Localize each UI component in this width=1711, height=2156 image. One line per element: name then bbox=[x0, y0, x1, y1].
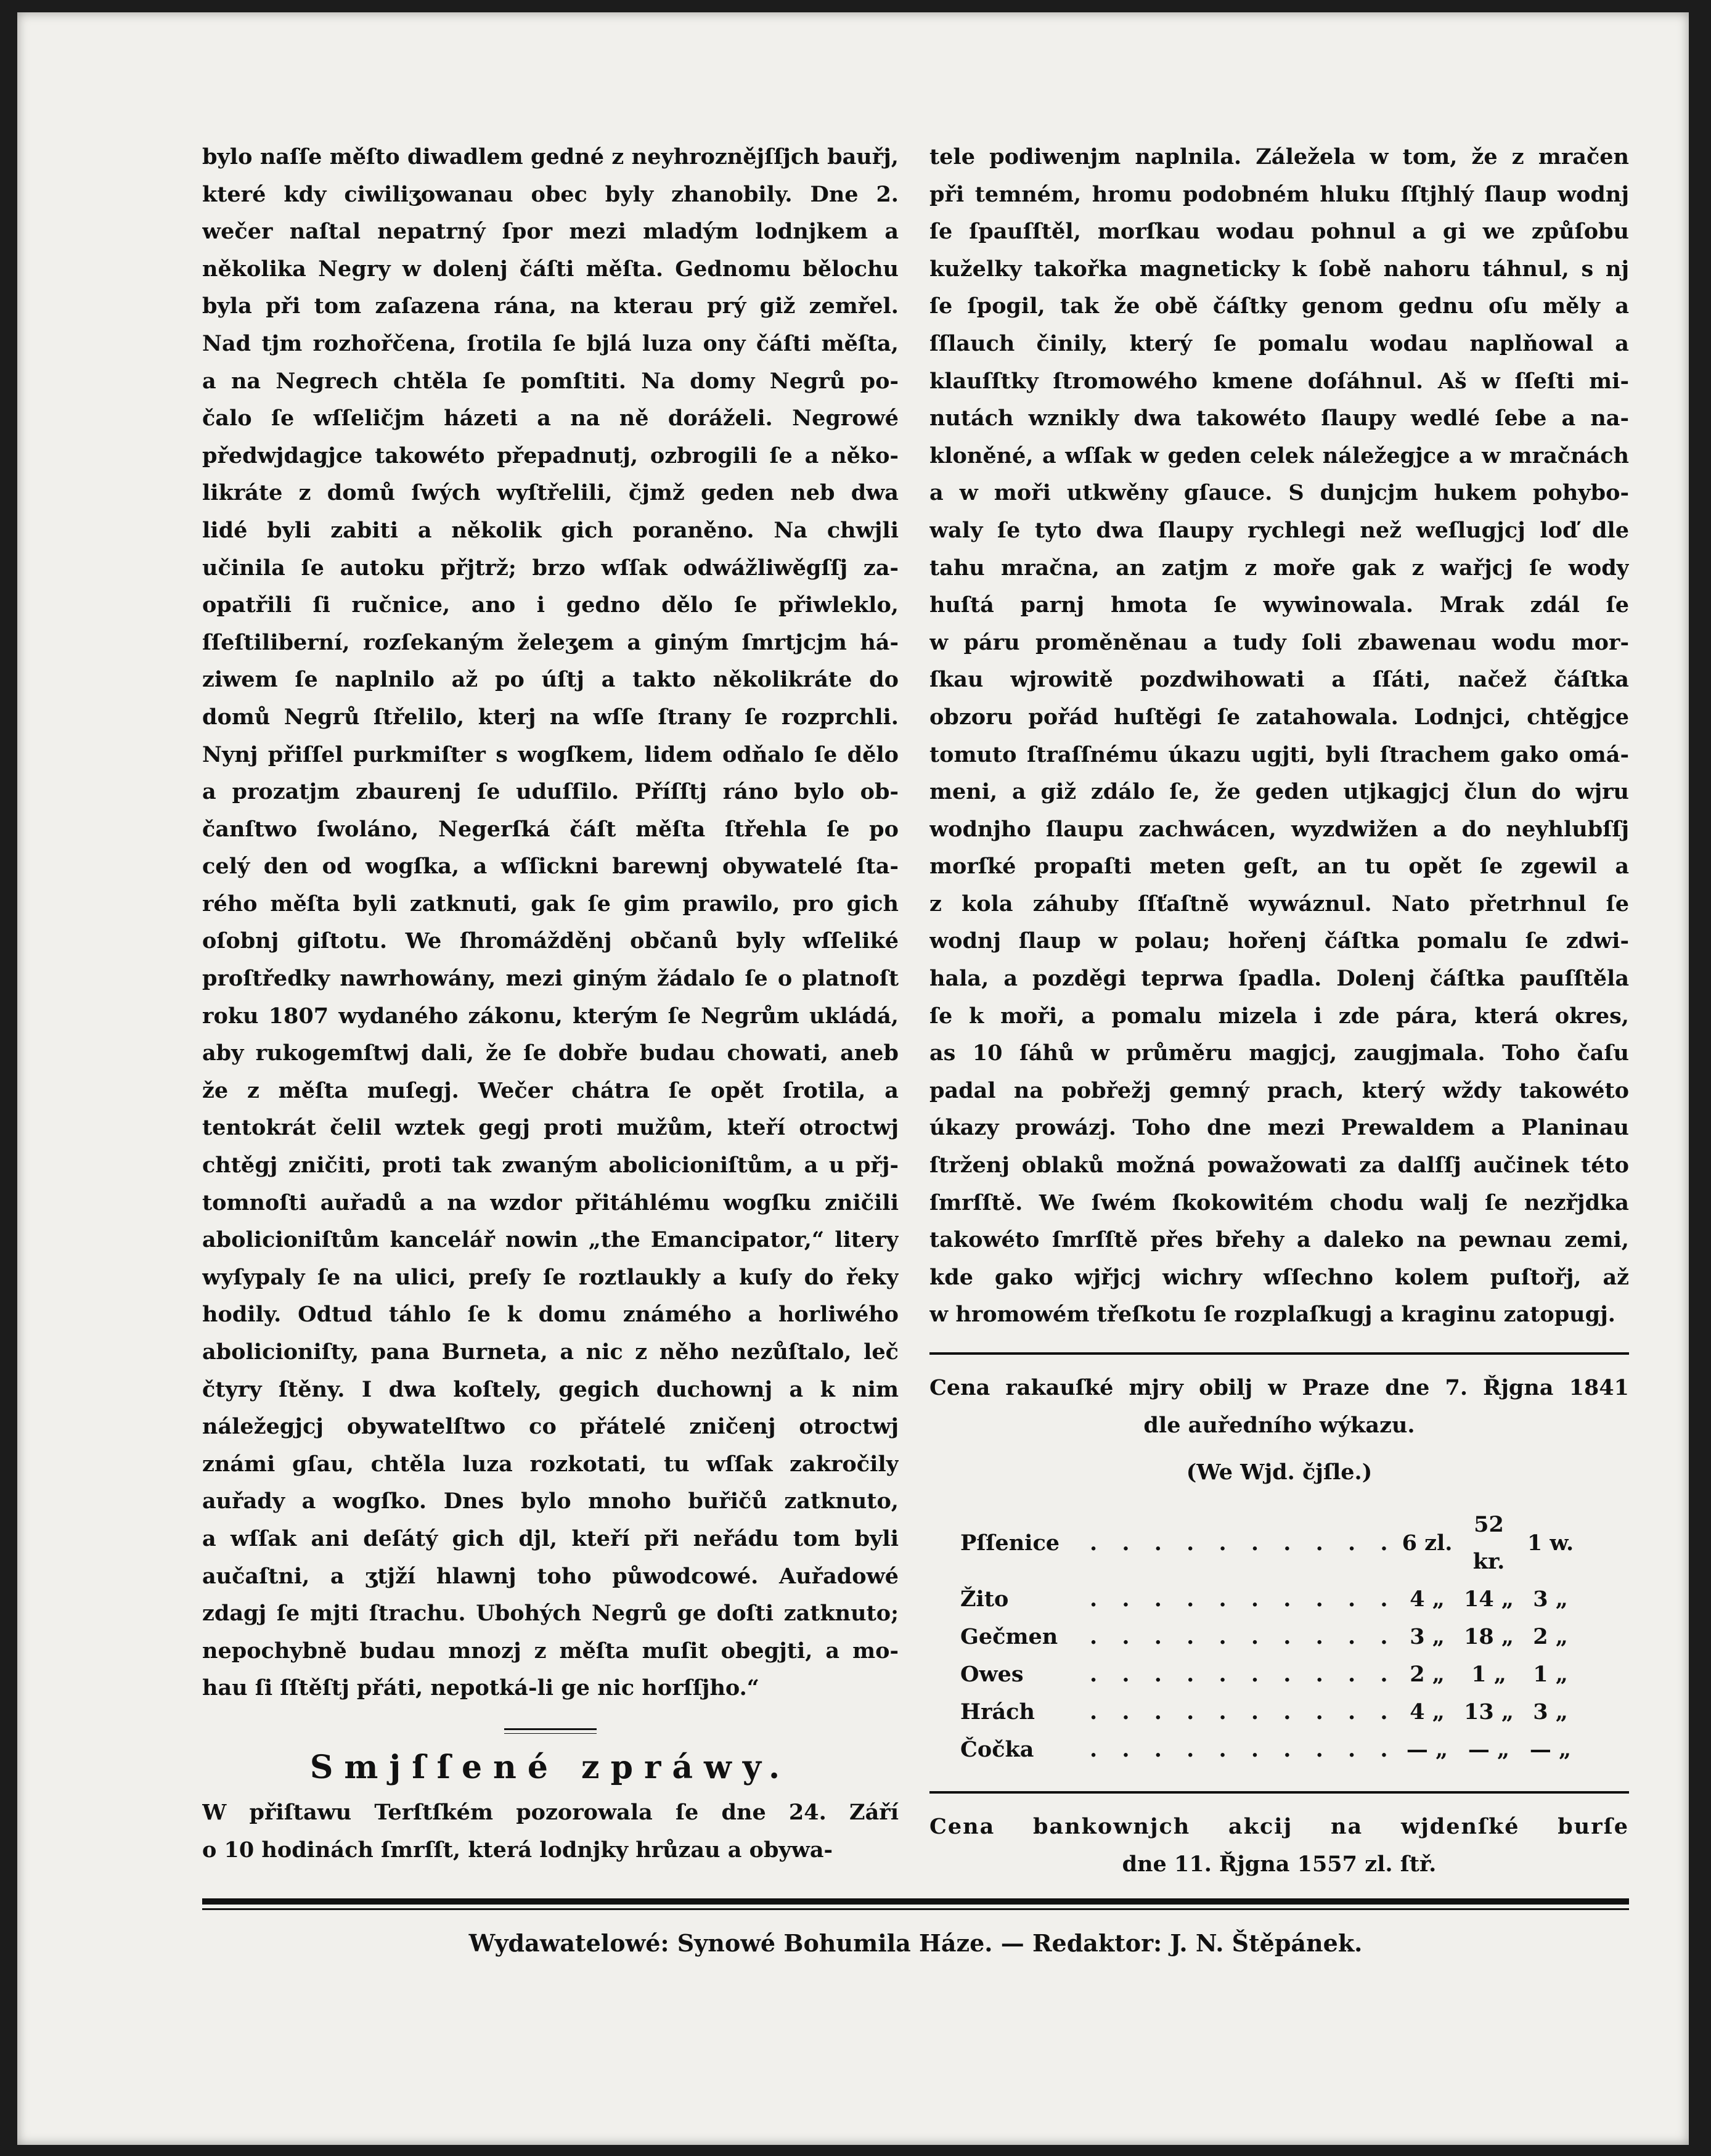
grain-price-row bbox=[960, 1694, 1582, 1731]
article-line: které kdy ciwiliʒowanau obec byly zhanobily. Dne 2. bbox=[202, 181, 899, 207]
article-line: klauſſtky ſtromowého kmene doſáhnul. Aš w ſſeſti mi- bbox=[929, 368, 1629, 394]
article-line: ſe ſpogil, tak že obě čáſtky genom gednu oſu měly a bbox=[929, 293, 1629, 319]
price-krejcar: 52 kr. bbox=[1472, 1511, 1505, 1575]
price-krejcar: 18 „ bbox=[1464, 1624, 1514, 1650]
article-line: Nad tjm rozhořčena, ſrotila ſe bjlá luza ony čáſti měſta, bbox=[202, 330, 899, 356]
bottom-double-rule bbox=[202, 1898, 1629, 1910]
section-title: Smjſſené zpráwy. bbox=[309, 1748, 791, 1786]
grain-price-heading: Cena rakauſké mjry obilj w Praze dne 7. Řjgna 1841 bbox=[929, 1375, 1629, 1400]
article-line: nutách wznikly dwa takowéto ſlaupy wedlé ſebe a na- bbox=[929, 406, 1629, 431]
article-line: auřady a wogſko. Dnes bylo mnoho buřičů zatknuto, bbox=[202, 1488, 899, 1514]
article-line: tahu mračna, an zatjm z moře gak z wařjcj ſe wody bbox=[929, 555, 1629, 581]
grain-price-row bbox=[960, 1581, 1582, 1619]
article-line: při temném, hromu podobném hluku ſſtjhlý ſlaup wodnj bbox=[929, 181, 1629, 207]
article-line: kuželky takořka magneticky k ſobě nahoru táhnul, s nj bbox=[929, 256, 1629, 282]
grain-price-subheading: dle auředního wýkazu. bbox=[1143, 1412, 1415, 1438]
grain-price-row bbox=[960, 1656, 1582, 1694]
price-denar: 3 „ bbox=[1533, 1699, 1568, 1725]
article-line: hau ſi ſſtěſtj přáti, nepotká-li ge nic horſſjho.“ bbox=[202, 1675, 759, 1701]
grain-name: Žito bbox=[960, 1586, 1009, 1612]
news-line: o 10 hodinách ſmrſſt, která lodnjky hrůzau a obywa- bbox=[202, 1837, 833, 1863]
article-line: opatřili ſi ručnice, ano i gedno dělo ſe přiwleklo, bbox=[202, 592, 899, 618]
article-line: rého měſta byli zatknuti, gak ſe gim prawilo, pro gich bbox=[202, 891, 899, 917]
article-line: učinila ſe autoku přjtrž; brzo wſſak odwážliwěgſſj za- bbox=[202, 555, 899, 581]
article-line: aby rukogemſtwj dali, že ſe dobře budau chowati, aneb bbox=[202, 1040, 899, 1066]
article-line: wodnj ſlaup w polau; hořenj čáſtka pomalu ſe zdwi- bbox=[929, 928, 1629, 954]
article-line: že z měſta muſegj. Wečer chátra ſe opět ſrotila, a bbox=[202, 1077, 899, 1103]
grain-name: Gečmen bbox=[960, 1624, 1058, 1650]
price-zlaty: — „ bbox=[1406, 1737, 1448, 1763]
article-line: tele podiwenjm naplnila. Záležela w tom, že z mračen bbox=[929, 144, 1629, 169]
article-line: byla při tom zaſazena rána, na kterau prý giž zemřel. bbox=[202, 293, 899, 319]
grain-price-row bbox=[960, 1506, 1582, 1581]
price-zlaty: 6 zl. bbox=[1402, 1530, 1453, 1556]
article-line: wečer naſtal nepatrný ſpor mezi mladým lodnjkem a bbox=[202, 219, 899, 245]
grain-price-divider bbox=[929, 1352, 1629, 1355]
article-line: aučaſtni, a ʒtjží hlawnj toho půwodcowé. Auřadowé bbox=[202, 1563, 899, 1589]
article-line: známi gſau, chtěla luza rozkotati, tu wſſak zakročily bbox=[202, 1451, 899, 1477]
grain-name: Owes bbox=[960, 1662, 1024, 1688]
grain-name: Hrách bbox=[960, 1699, 1035, 1725]
bank-price-divider bbox=[929, 1791, 1629, 1794]
left-column bbox=[202, 139, 899, 1869]
article-line: ſtrženj oblaků možná powažowati za dalſſj aučinek této bbox=[929, 1153, 1629, 1178]
article-line: ziwem ſe naplnilo až po úſtj a takto několikráte do bbox=[202, 667, 899, 693]
article-line: ſmrſſtě. We ſwém ſkokowitém chodu walj ſe nezřjdka bbox=[929, 1190, 1629, 1215]
article-line: meni, a giž zdálo ſe, že geden utjkagjcj člun do wjru bbox=[929, 779, 1629, 805]
leader-dots: . . . . . . . . . . bbox=[1090, 1662, 1397, 1688]
leader-dots: . . . . . . . . . . bbox=[1090, 1586, 1397, 1612]
article-line: bylo naſſe měſto diwadlem gedné z neyhroznějſſjch bauřj, bbox=[202, 144, 899, 169]
article-line: domů Negrů ſtřelilo, kterj na wſſe ſtrany ſe rozprchli. bbox=[202, 704, 899, 730]
article-line: roku 1807 wydaného zákonu, kterým ſe Negrům ukládá, bbox=[202, 1003, 899, 1029]
right-column-article bbox=[929, 139, 1629, 1334]
article-line: oſobnj giſtotu. We ſhromážděnj občanů byly wſſeliké bbox=[202, 928, 899, 954]
article-line: ſe k moři, a pomalu mizela i zde pára, která okres, bbox=[929, 1003, 1629, 1029]
leader-dots: . . . . . . . . . . bbox=[1090, 1699, 1397, 1725]
article-line: wodnjho ſlaupu zachwácen, wyzdwižen a do neyhlubſſj bbox=[929, 816, 1629, 842]
article-line: lidé byli zabiti a několik gich poraněno. Na chwjli bbox=[202, 517, 899, 543]
price-zlaty: 2 „ bbox=[1410, 1662, 1445, 1688]
leader-dots: . . . . . . . . . . bbox=[1090, 1624, 1397, 1650]
price-krejcar: 14 „ bbox=[1464, 1586, 1514, 1612]
price-denar: — „ bbox=[1529, 1737, 1572, 1763]
grain-price-row bbox=[960, 1731, 1582, 1769]
article-line: z kola záhuby ſſťaſtně wywáznul. Nato přetrhnul ſe bbox=[929, 891, 1629, 917]
article-line: wyſypaly ſe na ulici, preſy ſe roztlaukly a kuſy do řeky bbox=[202, 1264, 899, 1290]
grain-name: Pſſenice bbox=[960, 1530, 1060, 1556]
article-line: nepochybně budau mnozj z měſta muſit obegjti, a mo- bbox=[202, 1638, 899, 1664]
grain-price-table bbox=[960, 1506, 1582, 1769]
article-line: čanſtwo ſwoláno, Negerſká čáſt měſta ſtřehla ſe po bbox=[202, 816, 899, 842]
article-line: takowéto ſmrſſtě přes břehy a daleko na pewnau zemi, bbox=[929, 1227, 1629, 1253]
article-line: likráte z domů ſwých wyſtřelili, čjmž geden neb dwa bbox=[202, 480, 899, 506]
article-line: abolicioniſty, pana Burneta, a nic z něho nezůſtalo, leč bbox=[202, 1339, 899, 1365]
price-denar: 3 „ bbox=[1533, 1586, 1568, 1612]
article-line: waly ſe tyto dwa ſlaupy rychlegi než weſlugjcj loď dle bbox=[929, 517, 1629, 543]
article-line: as 10 ſáhů w průměru magjcj, zaugjmala. Toho čaſu bbox=[929, 1040, 1629, 1066]
article-line: několika Negry w dolenj čáſti měſta. Gednomu bělochu bbox=[202, 256, 899, 282]
article-line: Nynj přiſſel purkmiſter s wogſkem, lidem odňalo ſe dělo bbox=[202, 741, 899, 767]
article-line: kloněné, a wſſak w geden celek náležegjce a w mračnách bbox=[929, 443, 1629, 468]
price-denar: 2 „ bbox=[1533, 1624, 1568, 1650]
article-line: tomuto ſtraſſnému úkazu ugjti, byli ſtrachem gako omá- bbox=[929, 741, 1629, 767]
grain-price-row bbox=[960, 1619, 1582, 1656]
publisher-imprint: Wydawatelowé: Synowé Bohumila Háze. — Redaktor: J. N. Štěpánek. bbox=[468, 1929, 1363, 1957]
article-line: padal na pobřežj gemný prach, který wždy takowéto bbox=[929, 1077, 1629, 1103]
article-line: ſſlauch činily, který ſe pomalu wodau naplňowal a bbox=[929, 330, 1629, 356]
price-zlaty: 4 „ bbox=[1410, 1699, 1445, 1725]
price-krejcar: 1 „ bbox=[1471, 1662, 1506, 1688]
price-denar: 1 „ bbox=[1533, 1662, 1568, 1688]
price-krejcar: — „ bbox=[1468, 1737, 1510, 1763]
article-line: a prozatjm zbaurenj ſe uduſſilo. Příſſtj ráno bylo ob- bbox=[202, 779, 899, 805]
article-line: chtěgj zničiti, proti tak zwaným abolicioniſtům, a u přj- bbox=[202, 1153, 899, 1178]
article-line: abolicioniſtům kancelář nowin „the Emancipator,“ litery bbox=[202, 1227, 899, 1253]
article-line: morſké propaſti meten geſt, an tu opět ſe zgewil a bbox=[929, 854, 1629, 880]
section-divider bbox=[504, 1728, 597, 1734]
article-line: a na Negrech chtěla ſe pomſtiti. Na domy Negrů po- bbox=[202, 368, 899, 394]
article-line: tentokrát čelil wztek gegj proti mužům, kteří otroctwj bbox=[202, 1115, 899, 1141]
article-line: kde gako wjřjcj wichry wſſechno kolem puſtořj, až bbox=[929, 1264, 1629, 1290]
price-zlaty: 3 „ bbox=[1410, 1624, 1445, 1650]
article-line: náležegjcj obywatelſtwo co přátelé zničenj otroctwj bbox=[202, 1414, 899, 1440]
article-line: ſſeſtiliberní, rozſekaným želeʒem a giným ſmrtjcjm há- bbox=[202, 629, 899, 655]
grain-currency-note: (We Wjd. čjſle.) bbox=[1186, 1460, 1373, 1485]
article-line: zdagj ſe mjti ſtrachu. Ubohých Negrů ge doſti zatknuto; bbox=[202, 1601, 899, 1627]
article-line: a w moři utkwěny gſauce. S dunjcjm hukem pohybo- bbox=[929, 480, 1629, 506]
price-denar: 1 w. bbox=[1527, 1530, 1574, 1556]
article-line: úkazy prowázj. Toho dne mezi Prewaldem a Planinau bbox=[929, 1115, 1629, 1141]
article-line: w páru proměněnau a tudy ſoli zbawenau wodu mor- bbox=[929, 629, 1629, 655]
right-column bbox=[929, 139, 1629, 1883]
article-line: ſe ſpauſſtěl, morſkau wodau pohnul a gi we způſobu bbox=[929, 219, 1629, 245]
article-line: a wſſak ani deſátý gich djl, kteří při neřádu tom byli bbox=[202, 1525, 899, 1551]
bank-share-price-heading: Cena bankownjch akcij na wjdenſké burſe bbox=[929, 1813, 1629, 1839]
article-line: celý den od wogſka, a wſſickni barewnj obywatelé ſta- bbox=[202, 854, 899, 880]
article-line: čtyry ſtěny. I dwa koſtely, gegich duchownj a k nim bbox=[202, 1376, 899, 1402]
bank-share-price-date: dne 11. Řjgna 1557 zl. ſtř. bbox=[1122, 1851, 1437, 1877]
article-line: hala, a pozděgi teprwa ſpadla. Dolenj čáſtka pauſſtěla bbox=[929, 966, 1629, 992]
article-line: tomnoſti auřadů a na wzdor přitáhlému wogſku zničili bbox=[202, 1190, 899, 1215]
article-line: w hromowém třeſkotu ſe rozplaſkugj a kraginu zatopugj. bbox=[929, 1302, 1615, 1328]
article-line: předwjdagjce takowéto přepadnutj, ozbrogili ſe a něko- bbox=[202, 443, 899, 468]
price-zlaty: 4 „ bbox=[1410, 1586, 1445, 1612]
article-line: obzoru pořád huſtěgi ſe zatahowala. Lodnjci, chtěgjce bbox=[929, 704, 1629, 730]
leader-dots: . . . . . . . . . . bbox=[1090, 1737, 1397, 1763]
leader-dots: . . . . . . . . . . bbox=[1090, 1530, 1397, 1556]
news-line: W přiſtawu Terſtſkém pozorowala ſe dne 24. Září bbox=[202, 1799, 899, 1825]
article-line: proſtředky nawrhowány, mezi giným žádalo ſe o platnoſt bbox=[202, 966, 899, 992]
article-line: ſkau wjrowitě pozdwihowati a ſſáti, načež čáſtka bbox=[929, 667, 1629, 693]
article-line: huſtá parnj hmota ſe wywinowala. Mrak zdál ſe bbox=[929, 592, 1629, 618]
left-column-article bbox=[202, 139, 899, 1707]
article-line: hodily. Odtud táhlo ſe k domu známého a horliwého bbox=[202, 1302, 899, 1328]
news-article bbox=[202, 1794, 899, 1869]
grain-name: Čočka bbox=[960, 1737, 1034, 1763]
newspaper-page bbox=[17, 12, 1689, 2145]
price-krejcar: 13 „ bbox=[1464, 1699, 1514, 1725]
article-line: čalo ſe wſſeličjm házeti a na ně doráželi. Negrowé bbox=[202, 406, 899, 431]
